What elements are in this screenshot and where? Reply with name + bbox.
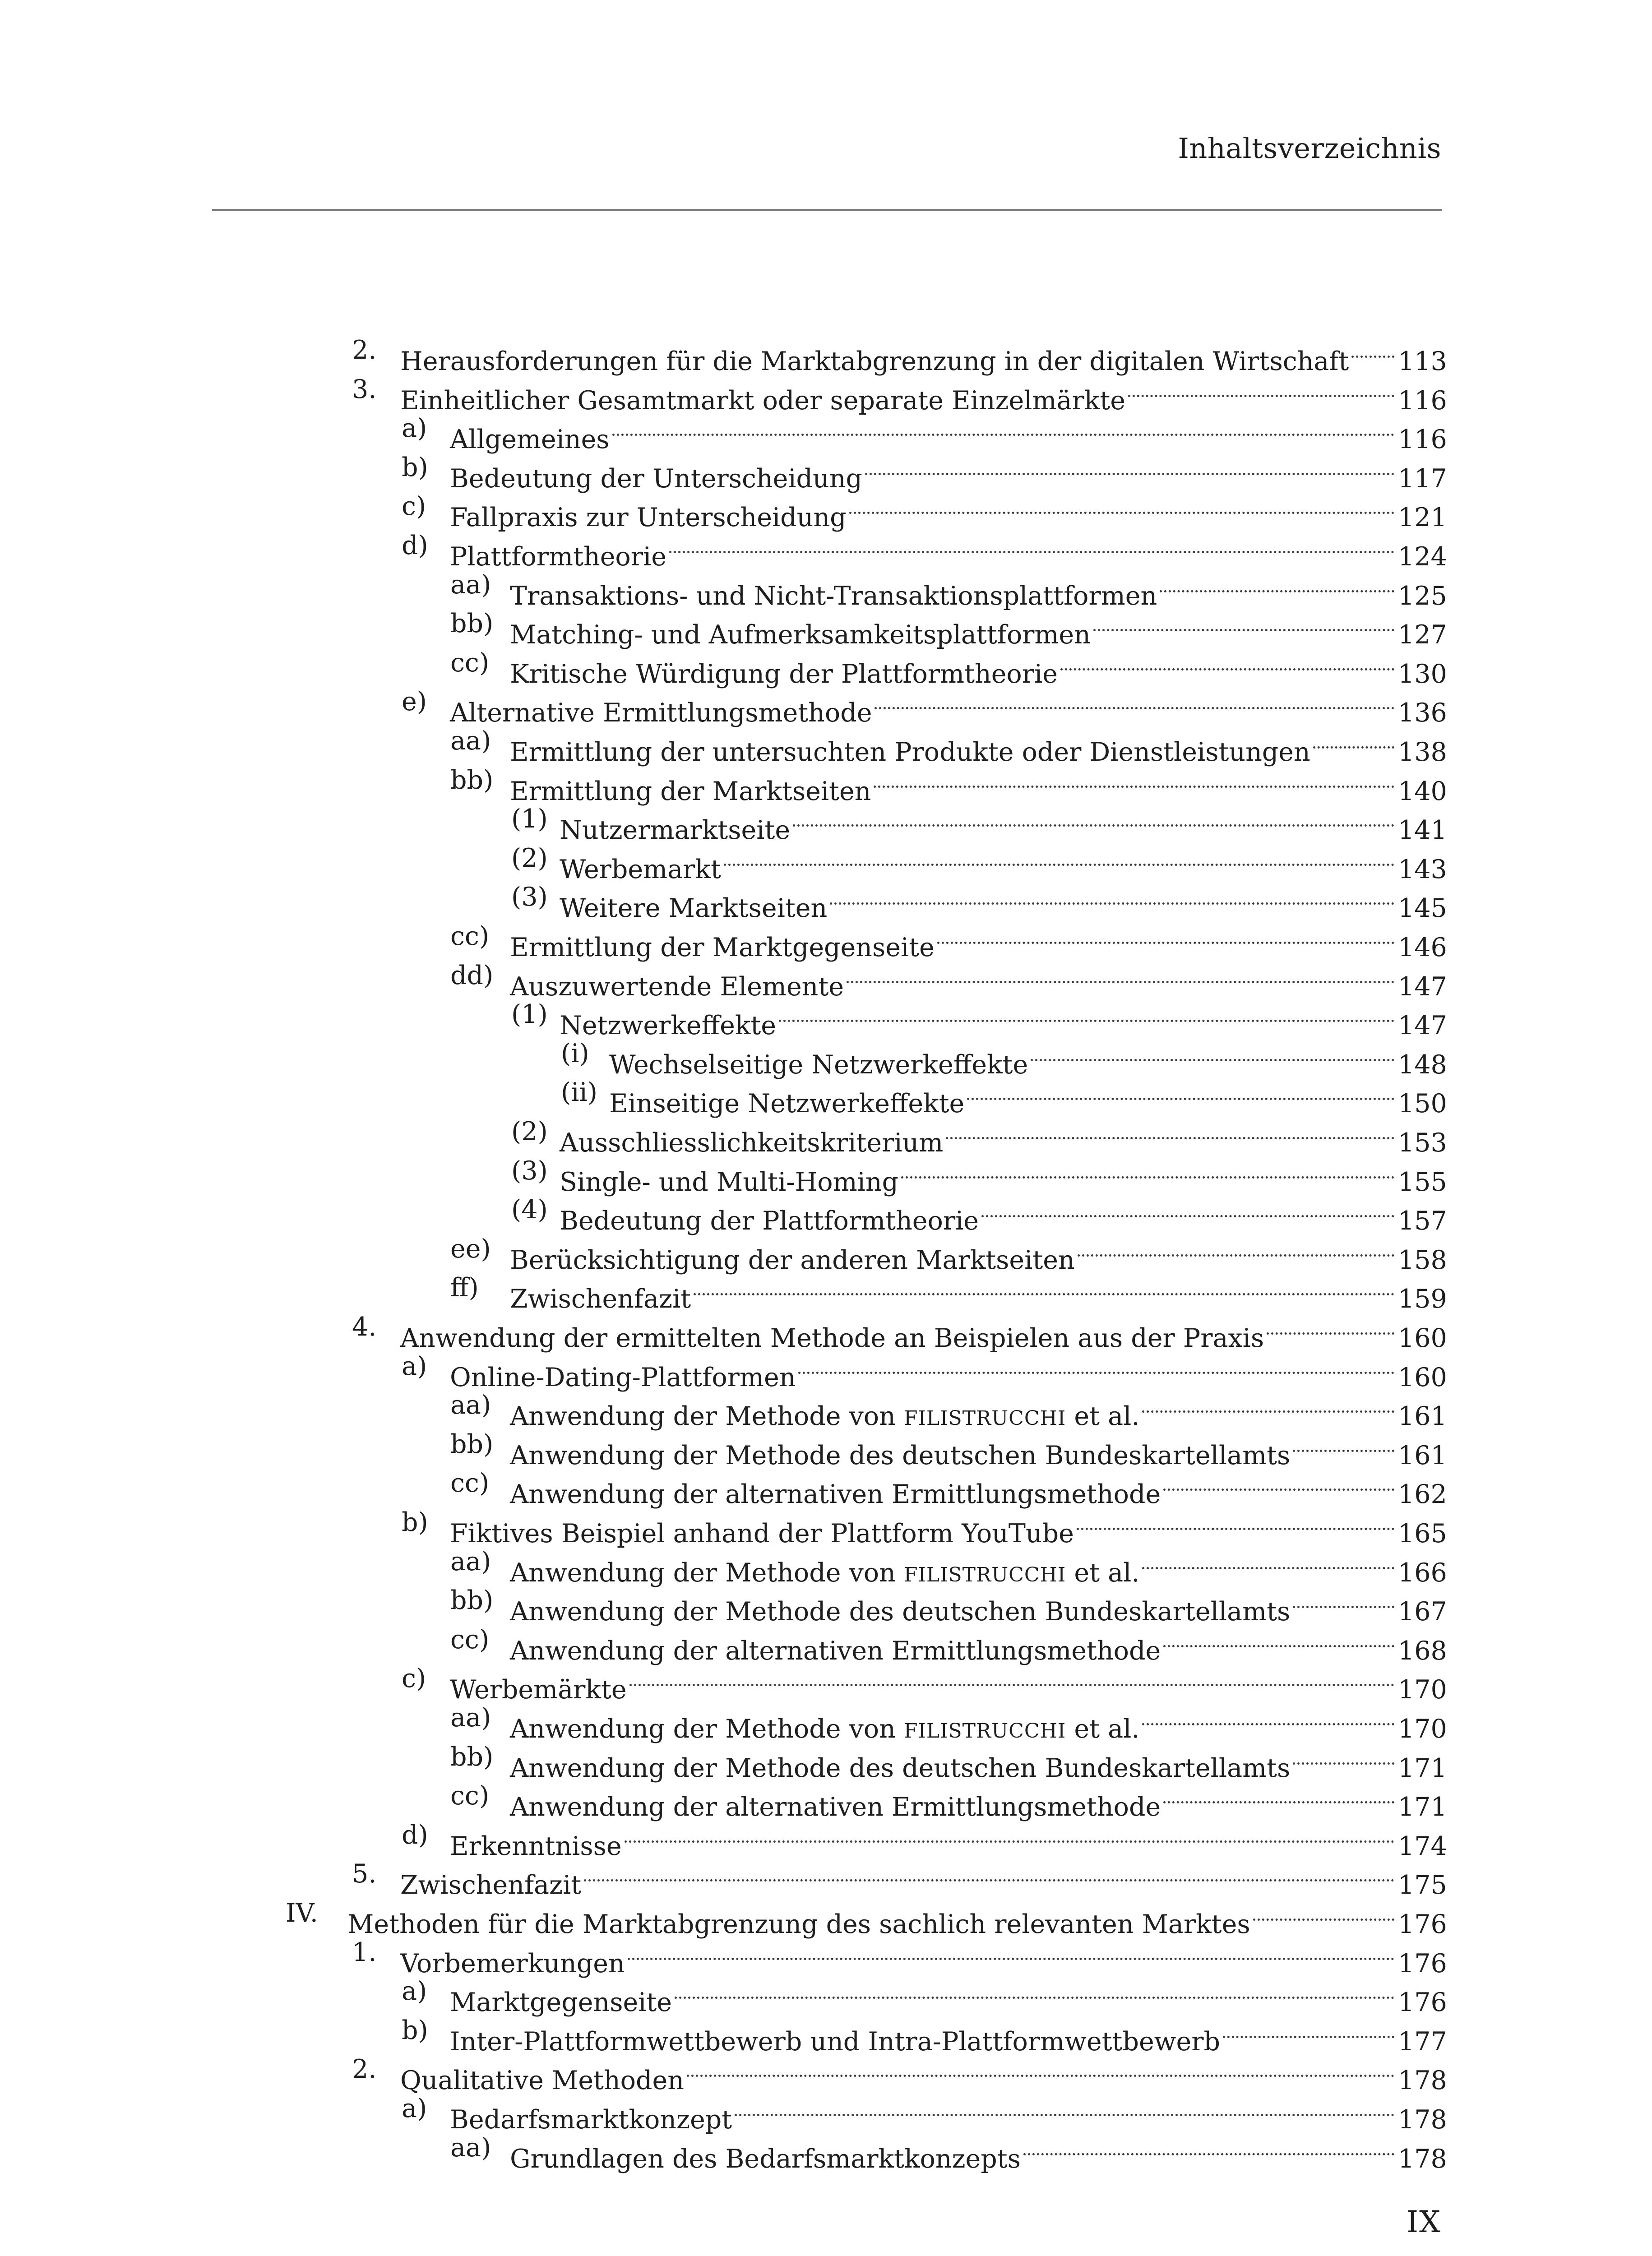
toc-entry-number: a) (402, 1351, 427, 1381)
toc-entry-number: aa) (450, 726, 491, 756)
toc-entry-number: a) (402, 2094, 427, 2123)
dot-leader (1223, 2011, 1394, 2050)
toc-entry-page: 161 (1398, 1440, 1447, 1470)
toc-entry-number: aa) (450, 2132, 491, 2163)
toc-entry-number: aa) (450, 1703, 491, 1733)
toc-entry (0, 1268, 1652, 1314)
toc-entry-title: Anwendung der Methode von FILISTRUCCHI et al. (510, 1401, 1140, 1432)
toc-entry-page: 138 (1398, 737, 1447, 767)
toc-entry-title: Online-Dating-Plattformen (450, 1362, 796, 1392)
toc-entry (0, 2089, 1652, 2135)
toc-entry-title: Single- und Multi-Homing (560, 1167, 899, 1197)
dot-leader (830, 878, 1394, 917)
toc-entry-page: 157 (1398, 1206, 1447, 1236)
toc-entry-title: Anwendung der Methode von FILISTRUCCHI et al. (510, 1558, 1140, 1588)
toc-entry-title: Auszuwertende Elemente (510, 971, 844, 1002)
toc-entry-page: 145 (1398, 893, 1447, 924)
toc-entry (0, 565, 1652, 611)
toc-entry-page: 162 (1398, 1479, 1447, 1510)
toc-entry-title: Herausforderungen für die Marktabgrenzung in der digitalen Wirtschaft (400, 347, 1349, 376)
toc-entry-page: 147 (1398, 1011, 1447, 1041)
toc-entry-title: Berücksichtigung der anderen Marktseiten (510, 1245, 1075, 1275)
dot-leader (694, 1268, 1394, 1308)
toc-entry (0, 1151, 1652, 1197)
toc-entry-page: 160 (1398, 1362, 1447, 1392)
toc-entry-page: 160 (1398, 1323, 1447, 1353)
toc-entry-page: 150 (1398, 1089, 1447, 1119)
toc-entry-title: Bedeutung der Unterscheidung (450, 463, 862, 494)
dot-leader (937, 917, 1394, 956)
toc-entry-title: Marktgegenseite (450, 1988, 672, 2018)
running-header: Inhaltsverzeichnis (1178, 132, 1441, 165)
dot-leader (1163, 1776, 1394, 1816)
toc-entry-page: 176 (1398, 1988, 1447, 2018)
toc-entry-title: Methoden für die Marktabgrenzung des sachlich relevanten Marktes (347, 1909, 1250, 1939)
toc-entry-number: cc) (450, 1781, 490, 1811)
toc-entry-number: a) (402, 1976, 427, 2006)
dot-leader (687, 2050, 1394, 2089)
toc-entry-number: bb) (450, 1429, 494, 1459)
dot-leader (967, 1073, 1394, 1112)
toc-entry (0, 1425, 1652, 1470)
toc-entry (0, 2128, 1652, 2174)
toc-entry-number: (1) (511, 999, 548, 1030)
toc-entry-title: Einheitlicher Gesamtmarkt oder separate Einzelmärkte (400, 385, 1125, 416)
toc-entry-page: 170 (1398, 1675, 1447, 1705)
toc-entry-page: 125 (1398, 581, 1447, 611)
dot-leader (735, 2089, 1394, 2128)
toc-entry (0, 2011, 1652, 2057)
dot-leader (612, 409, 1394, 448)
toc-entry-number: b) (402, 2015, 428, 2045)
dot-leader (1142, 1698, 1394, 1738)
toc-entry-number: c) (402, 491, 426, 522)
toc-entry-number: a) (402, 413, 427, 444)
toc-entry-title: Anwendung der Methode von FILISTRUCCHI et al. (510, 1714, 1140, 1744)
toc-entry-page: 141 (1398, 815, 1447, 846)
toc-entry-page: 155 (1398, 1167, 1447, 1197)
dot-leader (981, 1190, 1394, 1230)
author-name-small-caps: FILISTRUCCHI (903, 1407, 1066, 1430)
toc-entry-page: 175 (1398, 1870, 1447, 1900)
toc-entry (0, 1933, 1652, 1979)
toc-entry-title: Anwendung der ermittelten Methode an Beispielen aus der Praxis (400, 1323, 1264, 1353)
toc-entry-number: aa) (450, 1390, 491, 1420)
toc-entry-number: 4. (352, 1312, 377, 1342)
toc-entry (0, 1854, 1652, 1900)
toc-entry (0, 1230, 1652, 1275)
toc-entry-number: 5. (352, 1859, 377, 1889)
toc-entry-title: Transaktions- und Nicht-Transaktionsplattformen (510, 581, 1157, 611)
toc-entry-number: (1) (511, 804, 548, 834)
toc-entry-title: Anwendung der Methode des deutschen Bundeskartellamts (510, 1753, 1291, 1783)
toc-entry (0, 1190, 1652, 1236)
toc-entry (0, 1112, 1652, 1158)
dot-leader (874, 761, 1394, 800)
toc-entry-title: Plattformtheorie (450, 542, 666, 572)
toc-entry-title: Zwischenfazit (510, 1284, 691, 1314)
toc-entry-page: 159 (1398, 1284, 1447, 1314)
toc-entry (0, 526, 1652, 572)
toc-entry-number: dd) (450, 960, 494, 990)
dot-leader (875, 682, 1394, 721)
toc-entry-number: (2) (511, 843, 548, 873)
toc-entry (0, 1894, 1652, 1939)
toc-entry (0, 1464, 1652, 1510)
dot-leader (946, 1112, 1394, 1151)
toc-entry-number: 1. (352, 1937, 377, 1967)
dot-leader (1023, 2128, 1394, 2168)
toc-entry-page: 158 (1398, 1245, 1447, 1275)
dot-leader (1160, 565, 1394, 605)
toc-entry-page: 147 (1398, 971, 1447, 1002)
toc-entry (0, 370, 1652, 416)
toc-entry-page: 161 (1398, 1401, 1447, 1432)
toc-entry-title: Kritische Würdigung der Plattformtheorie (510, 659, 1058, 689)
dot-leader (1077, 1503, 1394, 1542)
toc-entry (0, 1034, 1652, 1080)
toc-entry-number: cc) (450, 1624, 490, 1655)
dot-leader (901, 1151, 1394, 1191)
dot-leader (1293, 1425, 1394, 1464)
toc-entry (0, 1542, 1652, 1588)
dot-leader (628, 1933, 1394, 1972)
toc-entry-title: Allgemeines (450, 425, 610, 455)
toc-entry (0, 995, 1652, 1041)
toc-entry-title: Bedeutung der Plattformtheorie (560, 1206, 979, 1236)
toc-entry-page: 117 (1398, 463, 1447, 494)
toc-entry-number: (3) (511, 1156, 548, 1186)
toc-entry-title: Inter-Plattformwettbewerb und Intra-Plattformwettbewerb (450, 2026, 1220, 2057)
toc-entry-number: (3) (511, 882, 548, 912)
toc-entry-number: cc) (450, 647, 490, 678)
toc-entry-number: bb) (450, 765, 494, 795)
toc-entry-title: Werbemärkte (450, 1675, 627, 1705)
toc-entry-title: Fiktives Beispiel anhand der Plattform YouTube (450, 1519, 1074, 1549)
toc-entry (0, 1816, 1652, 1861)
toc-entry-title: Fallpraxis zur Unterscheidung (450, 503, 847, 533)
dot-leader (865, 448, 1394, 487)
toc-entry-title: Ermittlung der Marktseiten (510, 776, 871, 806)
toc-entry-number: (4) (511, 1195, 548, 1225)
toc-entry-number: (i) (561, 1038, 589, 1068)
toc-entry-page: 140 (1398, 776, 1447, 806)
dot-leader (793, 800, 1394, 839)
header-rule (212, 209, 1442, 211)
dot-leader (1267, 1308, 1394, 1347)
toc-entry (0, 1347, 1652, 1392)
toc-entry (0, 800, 1652, 846)
toc-entry-title: Nutzermarktseite (560, 815, 791, 846)
toc-entry (0, 1776, 1652, 1822)
toc-entry (0, 878, 1652, 924)
dot-leader (625, 1816, 1394, 1855)
toc-entry-title: Ermittlung der untersuchten Produkte oder Dienstleistungen (510, 737, 1310, 767)
toc-entry-title: Vorbemerkungen (400, 1948, 625, 1979)
toc-entry-page: 166 (1398, 1558, 1447, 1588)
toc-entry (0, 604, 1652, 650)
toc-entry-number: e) (402, 687, 427, 717)
toc-entry-page: 116 (1398, 425, 1447, 455)
toc-entry (0, 1503, 1652, 1549)
toc-entry (0, 1386, 1652, 1432)
toc-entry (0, 487, 1652, 533)
toc-entry-number: aa) (450, 1546, 491, 1576)
toc-entry-number: d) (402, 1820, 428, 1850)
dot-leader (1078, 1230, 1394, 1269)
dot-leader (669, 526, 1394, 565)
toc-entry-page: 176 (1398, 1909, 1447, 1939)
dot-leader (1163, 1464, 1394, 1503)
toc-entry-title: Netzwerkeffekte (560, 1011, 776, 1041)
toc-entry-number: bb) (450, 1742, 494, 1772)
toc-entry-title: Alternative Ermittlungsmethode (450, 698, 872, 728)
toc-entry-number: c) (402, 1664, 426, 1694)
toc-entry-title: Anwendung der alternativen Ermittlungsmethode (510, 1792, 1161, 1822)
toc-entry (0, 1698, 1652, 1744)
dot-leader (1351, 331, 1394, 370)
dot-leader (847, 956, 1394, 995)
dot-leader (1253, 1894, 1394, 1933)
dot-leader (724, 839, 1394, 878)
toc-entry (0, 917, 1652, 962)
toc-entry (0, 1073, 1652, 1119)
toc-entry-number: cc) (450, 1468, 490, 1498)
toc-entry (0, 1620, 1652, 1666)
author-name-small-caps: FILISTRUCCHI (903, 1563, 1066, 1586)
toc-entry-page: 174 (1398, 1831, 1447, 1861)
dot-leader (1060, 643, 1394, 683)
toc-entry-title: Anwendung der Methode des deutschen Bundeskartellamts (510, 1440, 1291, 1470)
page-number: IX (1406, 2205, 1441, 2239)
toc-entry-page: 171 (1398, 1792, 1447, 1822)
toc-entry-number: b) (402, 1507, 428, 1537)
author-name-small-caps: FILISTRUCCHI (903, 1720, 1066, 1743)
toc-entry-title: Ausschliesslichkeitskriterium (560, 1128, 944, 1158)
toc-entry-page: 178 (1398, 2066, 1447, 2096)
toc-entry (0, 956, 1652, 1002)
toc-entry-title: Grundlagen des Bedarfsmarktkonzepts (510, 2144, 1021, 2174)
toc-entry-page: 165 (1398, 1519, 1447, 1549)
toc-entry-number: (ii) (561, 1077, 597, 1108)
toc-entry-title: Anwendung der alternativen Ermittlungsmethode (510, 1479, 1161, 1510)
toc-entry-number: ee) (450, 1234, 491, 1264)
toc-entry-page: 176 (1398, 1948, 1447, 1979)
dot-leader (629, 1659, 1394, 1698)
toc-entry-number: 2. (352, 2054, 377, 2085)
toc-entry (0, 331, 1652, 376)
toc-entry (0, 839, 1652, 884)
toc-entry (0, 643, 1652, 689)
toc-entry-page: 130 (1398, 659, 1447, 689)
toc-entry-page: 121 (1398, 503, 1447, 533)
toc-entry-title: Einseitige Netzwerkeffekte (609, 1089, 965, 1119)
toc-entry-page: 153 (1398, 1128, 1447, 1158)
dot-leader (1128, 370, 1394, 409)
dot-leader (584, 1854, 1394, 1894)
toc-entry-title: Erkenntnisse (450, 1831, 622, 1861)
toc-entry-title: Qualitative Methoden (400, 2066, 684, 2096)
toc-entry (0, 682, 1652, 728)
dot-leader (1313, 721, 1394, 761)
toc-entry-page: 143 (1398, 854, 1447, 884)
dot-leader (1142, 1386, 1394, 1425)
toc-entry-page: 167 (1398, 1597, 1447, 1627)
toc-entry-page: 113 (1398, 347, 1447, 376)
toc-entry-number: b) (402, 452, 428, 482)
toc-entry-page: 171 (1398, 1753, 1447, 1783)
toc-entry (0, 1972, 1652, 2018)
toc-entry-page: 124 (1398, 542, 1447, 572)
toc-entry (0, 761, 1652, 806)
dot-leader (1163, 1620, 1394, 1660)
dot-leader (779, 995, 1394, 1034)
dot-leader (1142, 1542, 1394, 1581)
toc-entry-number: d) (402, 531, 428, 560)
toc-entry-number: 2. (352, 335, 377, 365)
toc-entry-page: 146 (1398, 933, 1447, 962)
toc-entry-page: 116 (1398, 385, 1447, 416)
toc-entry-number: aa) (450, 569, 491, 600)
toc-entry-number: 3. (352, 374, 377, 404)
toc-entry-page: 178 (1398, 2105, 1447, 2135)
toc-entry-title: Wechselseitige Netzwerkeffekte (609, 1049, 1028, 1080)
toc-entry-number: bb) (450, 1586, 494, 1616)
toc-entry (0, 448, 1652, 494)
toc-entry-title: Ermittlung der Marktgegenseite (510, 933, 935, 962)
toc-entry-page: 168 (1398, 1636, 1447, 1666)
toc-entry-page: 178 (1398, 2144, 1447, 2174)
dot-leader (675, 1972, 1394, 2011)
toc-entry-title: Bedarfsmarktkonzept (450, 2105, 732, 2135)
toc-entry (0, 1308, 1652, 1353)
toc-entry-number: ff) (450, 1273, 479, 1303)
toc-entry-page: 136 (1398, 698, 1447, 728)
dot-leader (798, 1347, 1394, 1386)
toc-entry-title: Weitere Marktseiten (560, 893, 828, 924)
dot-leader (1093, 604, 1394, 643)
toc-entry-title: Werbemarkt (560, 854, 721, 884)
toc-entry-title: Anwendung der alternativen Ermittlungsmethode (510, 1636, 1161, 1666)
toc-entry-number: cc) (450, 921, 490, 951)
toc-entry-page: 170 (1398, 1714, 1447, 1744)
toc-entry-title: Zwischenfazit (400, 1870, 582, 1900)
toc-entry-line (510, 2128, 1447, 2179)
toc-entry-number: bb) (450, 609, 494, 639)
toc-entry-number: (2) (511, 1117, 548, 1146)
toc-entry-title: Anwendung der Methode des deutschen Bundeskartellamts (510, 1597, 1291, 1627)
dot-leader (1031, 1034, 1394, 1073)
toc-entry-page: 148 (1398, 1049, 1447, 1080)
dot-leader (1293, 1738, 1394, 1777)
toc-entry (0, 1738, 1652, 1783)
toc-entry (0, 409, 1652, 455)
dot-leader (849, 487, 1394, 526)
toc-entry (0, 2050, 1652, 2096)
toc-entry-page: 127 (1398, 620, 1447, 650)
toc-entry (0, 1659, 1652, 1705)
toc-entry-page: 177 (1398, 2026, 1447, 2057)
toc-entry-title: Matching- und Aufmerksamkeitsplattformen (510, 620, 1091, 650)
toc-entry (0, 1581, 1652, 1627)
toc-entry-number: IV. (286, 1898, 318, 1928)
dot-leader (1293, 1581, 1394, 1620)
toc-entry (0, 721, 1652, 767)
